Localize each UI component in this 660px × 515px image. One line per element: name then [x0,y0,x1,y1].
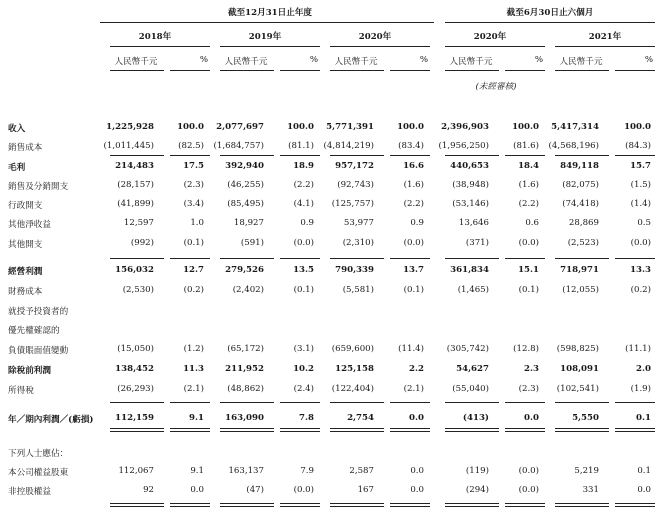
subtotal-rule [390,155,430,156]
pct-cell: 15.1 [518,265,539,275]
amount-cell: (85,495) [227,199,264,209]
pct-cell: (1.2) [183,344,204,354]
amount-cell: 13,646 [458,218,489,228]
amount-cell: 849,118 [560,161,599,171]
subtotal-rule [220,258,274,259]
pct-cell: (2.2) [403,199,424,209]
year-rule-2020-h1 [445,46,545,47]
pct-cell: 18.4 [518,161,539,171]
subtotal-rule [555,258,609,259]
pct-cell: (1.9) [630,384,651,394]
amount-cell: (1,465) [457,285,489,295]
amount-cell: (4,568,196) [548,141,599,151]
total-double-rule [330,431,384,432]
pct-cell: (2.2) [518,199,539,209]
pct-cell: 11.3 [183,364,204,374]
amount-cell: (65,172) [227,344,264,354]
amount-cell: 5,417,314 [551,122,599,132]
amount-cell: 112,159 [115,413,154,423]
pct-cell: 15.7 [630,161,651,171]
amount-cell: (371) [465,238,489,248]
pct-cell: 16.6 [403,161,424,171]
attribution-double-rule [615,506,655,507]
amount-cell: (4,814,219) [323,141,374,151]
subtotal-rule [615,402,655,403]
pct-cell: 2.0 [636,364,651,374]
pct-cell: 9.1 [189,413,204,423]
pct-cell: 9.1 [190,466,204,476]
attribution-double-rule [110,503,164,504]
pct-cell: (83.4) [398,141,424,151]
attribution-double-rule [280,506,320,507]
pct-cell: (0.1) [403,285,424,295]
total-double-rule [555,428,609,429]
attribution-double-rule [330,506,384,507]
pct-rule-2019 [280,70,320,71]
pct-cell: 0.0 [410,485,424,495]
total-double-rule [330,428,384,429]
amount-cell: 163,137 [228,466,264,476]
attribution-double-rule [220,506,274,507]
pct-cell: 17.5 [183,161,204,171]
amount-cell: 2,754 [347,413,374,423]
attribution-double-rule [505,506,545,507]
pct-cell: 0.0 [190,485,204,495]
unit-header-2019: 人民幣千元 [224,57,268,67]
amount-cell: 2,077,697 [216,122,264,132]
amount-cell: (55,040) [452,384,489,394]
subtotal-rule [220,402,274,403]
year-header-2021-h1: 2021年 [588,32,622,42]
year-header-2020-h1: 2020年 [473,32,507,42]
subtotal-rule [505,402,545,403]
pct-cell: 18.9 [293,161,314,171]
subtotal-rule [330,258,384,259]
amount-cell: (2,523) [567,238,599,248]
row-label: 就授予投資者的 [8,307,69,317]
unit-rule-2021-h1 [555,70,609,71]
amount-cell: (46,255) [227,180,264,190]
pct-cell: 1.0 [190,218,204,228]
subtotal-rule [170,155,210,156]
pct-rule-2021-h1 [615,70,655,71]
subtotal-rule [615,155,655,156]
pct-cell: 13.3 [630,265,651,275]
amount-cell: (413) [462,413,489,423]
amount-cell: (26,293) [117,384,154,394]
row-label: 其他淨收益 [8,220,51,230]
amount-cell: (122,404) [331,384,374,394]
row-label: 財務成本 [8,287,43,297]
pct-header-2020: % [419,55,428,65]
amount-cell: (125,757) [331,199,374,209]
pct-cell: 100.0 [287,122,314,132]
unaudited-note: (未經審核) [475,82,517,92]
amount-cell: 138,452 [115,364,154,374]
pct-cell: 7.9 [300,466,314,476]
pct-rule-2020-h1 [505,70,545,71]
row-label: 收入 [8,124,26,134]
amount-cell: (2,402) [232,285,264,295]
pct-cell: (0.0) [518,485,539,495]
row-label: 年／期內利潤／(虧損) [8,415,94,425]
pct-cell: 0.5 [637,218,651,228]
total-double-rule [280,428,320,429]
attribution-double-rule [445,503,499,504]
pct-cell: 0.1 [637,466,651,476]
amount-cell: (38,948) [452,180,489,190]
amount-cell: 112,067 [118,466,154,476]
pct-cell: (1.4) [630,199,651,209]
pct-rule-2020 [390,70,430,71]
pct-cell: 0.0 [410,466,424,476]
subtotal-rule [170,402,210,403]
pct-cell: 0.0 [409,413,424,423]
total-double-rule [390,428,430,429]
total-double-rule [220,428,274,429]
amount-cell: 718,971 [560,265,599,275]
attribution-double-rule [445,506,499,507]
subtotal-rule [390,258,430,259]
total-double-rule [505,428,545,429]
pct-cell: 0.6 [525,218,539,228]
attribution-double-rule [615,503,655,504]
subtotal-rule [280,155,320,156]
amount-cell: 163,090 [225,413,264,423]
pct-cell: 13.5 [293,265,314,275]
pct-cell: (11.4) [398,344,424,354]
row-label: 負債賬面值變動 [8,346,69,356]
pct-cell: (0.0) [403,238,424,248]
attribution-double-rule [220,503,274,504]
subtotal-rule [505,155,545,156]
pct-cell: 7.8 [299,413,314,423]
amount-cell: 392,940 [225,161,264,171]
pct-cell: (0.0) [630,238,651,248]
subtotal-rule [110,258,164,259]
subtotal-rule [505,258,545,259]
unit-header-2020-h1: 人民幣千元 [449,57,493,67]
pct-cell: (2.1) [183,384,204,394]
amount-cell: (2,530) [122,285,154,295]
row-label: 除稅前利潤 [8,366,51,376]
amount-cell: 18,927 [233,218,264,228]
total-double-rule [170,431,210,432]
amount-cell: (28,157) [117,180,154,190]
total-double-rule [445,428,499,429]
pct-header-2018: % [199,55,208,65]
amount-cell: (5,581) [342,285,374,295]
pct-header-2021-h1: % [644,55,653,65]
year-header-2018: 2018年 [138,32,172,42]
amount-cell: (591) [240,238,264,248]
subtotal-rule [220,155,274,156]
attribution-double-rule [280,503,320,504]
row-label: 毛利 [8,163,26,173]
pct-cell: (2.1) [403,384,424,394]
amount-cell: 2,396,903 [441,122,489,132]
pct-cell: (2.4) [293,384,314,394]
pct-cell: (3.4) [183,199,204,209]
pct-cell: (82.5) [178,141,204,151]
subtotal-rule [110,402,164,403]
amount-cell: (102,541) [556,384,599,394]
subtotal-rule [445,258,499,259]
amount-cell: (92,743) [337,180,374,190]
total-double-rule [110,428,164,429]
amount-cell: (53,146) [452,199,489,209]
pct-cell: 13.7 [403,265,424,275]
total-double-rule [505,431,545,432]
header-rule-six-months [445,22,655,23]
amount-cell: (82,075) [562,180,599,190]
pct-cell: 100.0 [177,122,204,132]
pct-cell: (0.2) [183,285,204,295]
subtotal-rule [280,258,320,259]
pct-cell: (3.1) [293,344,314,354]
amount-cell: (12,055) [562,285,599,295]
amount-cell: 211,952 [225,364,264,374]
subtotal-rule [330,155,384,156]
total-double-rule [615,428,655,429]
pct-rule-2018 [170,70,210,71]
pct-cell: 100.0 [624,122,651,132]
amount-cell: 92 [143,485,154,495]
subtotal-rule [280,402,320,403]
row-label: 其他開支 [8,240,43,250]
unit-rule-2018 [110,70,164,71]
attribution-double-rule [555,503,609,504]
pct-cell: (2.3) [518,384,539,394]
total-double-rule [280,431,320,432]
pct-cell: 10.2 [293,364,314,374]
unit-header-2020: 人民幣千元 [334,57,378,67]
pct-cell: (1.5) [630,180,651,190]
subtotal-rule [615,258,655,259]
total-double-rule [445,431,499,432]
amount-cell: (294) [465,485,489,495]
pct-cell: (0.0) [518,238,539,248]
amount-cell: 957,172 [335,161,374,171]
amount-cell: 12,597 [123,218,154,228]
amount-cell: (47) [246,485,264,495]
header-six-months: 截至6月30日止六個月 [506,8,594,18]
attribution-double-rule [110,506,164,507]
total-double-rule [220,431,274,432]
amount-cell: (2,310) [342,238,374,248]
year-header-2020: 2020年 [358,32,392,42]
pct-cell: 2.2 [409,364,424,374]
subtotal-rule [445,402,499,403]
row-label: 銷售成本 [8,143,43,153]
amount-cell: 790,339 [335,265,374,275]
amount-cell: 5,219 [574,466,599,476]
pct-cell: (2.3) [183,180,204,190]
subtotal-rule [555,402,609,403]
unit-rule-2020 [330,70,384,71]
subtotal-rule [445,155,499,156]
unit-header-2021-h1: 人民幣千元 [559,57,603,67]
pct-cell: (12.8) [513,344,539,354]
attribution-double-rule [555,506,609,507]
amount-cell: 331 [582,485,599,495]
pct-cell: (11.1) [625,344,651,354]
year-rule-2018 [110,46,210,47]
total-double-rule [390,431,430,432]
total-double-rule [170,428,210,429]
pct-cell: 100.0 [512,122,539,132]
pct-cell: (0.1) [293,285,314,295]
total-double-rule [555,431,609,432]
pct-cell: 0.0 [524,413,539,423]
attribution-double-rule [170,506,210,507]
pct-cell: 2.3 [524,364,539,374]
amount-cell: (1,684,757) [213,141,264,151]
pct-cell: (0.0) [518,466,539,476]
pct-header-2019: % [309,55,318,65]
unit-rule-2020-h1 [445,70,499,71]
amount-cell: (659,600) [331,344,374,354]
attribution-double-rule [505,503,545,504]
unit-header-2018: 人民幣千元 [114,57,158,67]
amount-cell: 5,771,391 [326,122,374,132]
amount-cell: (15,050) [117,344,154,354]
amount-cell: (1,011,445) [103,141,154,151]
header-full-year: 截至12月31日止年度 [227,8,313,18]
year-rule-2021-h1 [555,46,655,47]
amount-cell: (1,956,250) [438,141,489,151]
pct-cell: (0.1) [518,285,539,295]
attribution-double-rule [330,503,384,504]
header-rule-full-year [100,22,434,23]
amount-cell: 1,225,928 [106,122,154,132]
amount-cell: 214,483 [115,161,154,171]
amount-cell: (119) [465,466,489,476]
amount-cell: (48,862) [227,384,264,394]
pct-cell: (81.6) [513,141,539,151]
row-label: 行政開支 [8,201,43,211]
pct-cell: (2.2) [293,180,314,190]
row-label: 非控股權益 [8,487,51,497]
total-double-rule [615,431,655,432]
pct-cell: (0.0) [293,238,314,248]
attribution-double-rule [390,503,430,504]
pct-cell: 0.1 [636,413,651,423]
pct-cell: 0.9 [300,218,314,228]
amount-cell: 167 [357,485,374,495]
pct-cell: 12.7 [183,265,204,275]
subtotal-rule [390,402,430,403]
pct-cell: (81.1) [288,141,314,151]
year-rule-2019 [220,46,320,47]
amount-cell: 361,834 [450,265,489,275]
unit-rule-2019 [220,70,274,71]
amount-cell: (992) [130,238,154,248]
amount-cell: 54,627 [456,364,489,374]
amount-cell: (305,742) [446,344,489,354]
pct-cell: 100.0 [397,122,424,132]
amount-cell: (598,825) [556,344,599,354]
pct-cell: 0.0 [637,485,651,495]
amount-cell: (74,418) [562,199,599,209]
year-rule-2020 [330,46,430,47]
pct-cell: 0.9 [410,218,424,228]
amount-cell: 108,091 [560,364,599,374]
row-label: 所得稅 [8,386,34,396]
pct-cell: (1.6) [518,180,539,190]
row-label: 優先權確認的 [8,326,60,336]
subtotal-rule [170,258,210,259]
pct-cell: (0.2) [630,285,651,295]
pct-cell: (84.3) [625,141,651,151]
attribution-double-rule [170,503,210,504]
amount-cell: 2,587 [349,466,374,476]
row-label: 銷售及分銷開支 [8,182,69,192]
pct-cell: (0.1) [183,238,204,248]
amount-cell: 279,526 [225,265,264,275]
row-label: 下列人士應佔： [8,449,69,459]
row-label: 經營利潤 [8,267,43,277]
pct-cell: (1.6) [403,180,424,190]
attribution-double-rule [390,506,430,507]
amount-cell: 28,869 [568,218,599,228]
row-label: 本公司權益股東 [8,468,69,478]
pct-header-2020-h1: % [534,55,543,65]
subtotal-rule [555,155,609,156]
total-double-rule [110,431,164,432]
pct-cell: (0.0) [293,485,314,495]
subtotal-rule [110,155,164,156]
amount-cell: 53,977 [343,218,374,228]
amount-cell: (41,899) [117,199,154,209]
subtotal-rule [330,402,384,403]
pct-cell: (4.1) [293,199,314,209]
amount-cell: 156,032 [115,265,154,275]
amount-cell: 440,653 [450,161,489,171]
amount-cell: 125,158 [335,364,374,374]
year-header-2019: 2019年 [248,32,282,42]
amount-cell: 5,550 [572,413,599,423]
